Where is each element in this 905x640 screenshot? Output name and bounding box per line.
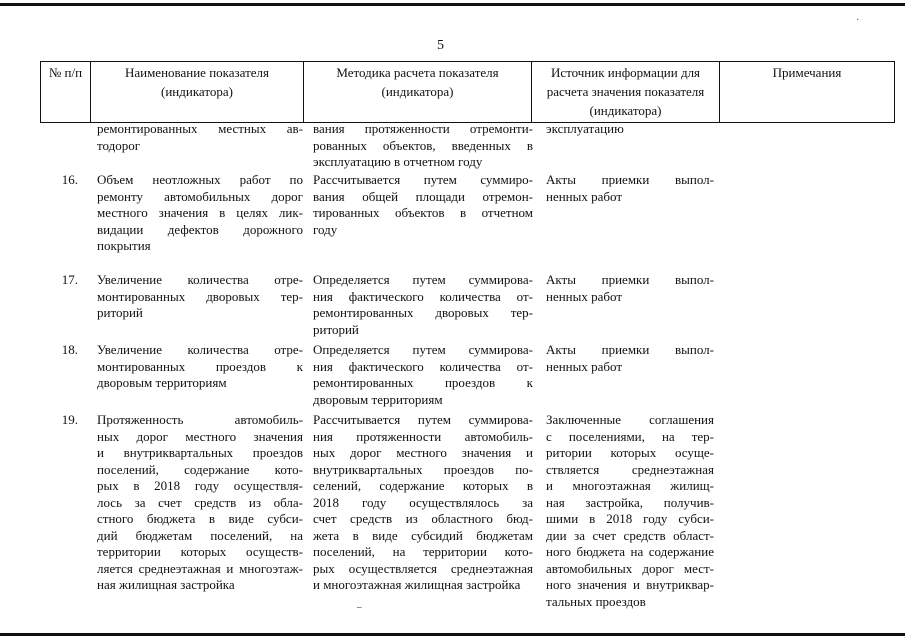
cell-method-line: внутриквартальных проездов по-	[313, 461, 533, 477]
corner-mark: ·	[856, 15, 860, 26]
row-number: 17.	[61, 272, 78, 287]
cell-source-line: ная застройка, получив-	[546, 494, 714, 510]
cell-method-line: жета в виде субсидий бюджетам	[313, 527, 533, 543]
cell-name-line: дий бюджетам поселений, на	[97, 527, 303, 543]
cell-name-line: стного бюджета в виде субси-	[97, 511, 303, 526]
cell-source-line: ного значения и внутриквар-	[546, 577, 714, 592]
page-number: 5	[437, 38, 444, 53]
cell-name-line: и внутриквартальных проездов	[97, 445, 303, 460]
cell-name-line: ных дорог местного значения	[97, 428, 303, 444]
cell-method-line: ния протяженности автомобиль-	[313, 428, 533, 444]
cell-method-line: эксплуатацию в отчетном году	[313, 154, 483, 169]
cell-name-line: дворовым территориям	[97, 375, 227, 390]
cell-source-line: автомобильных дорог мест-	[546, 560, 714, 576]
cell-method-line: тированных объектов в отчетном	[313, 205, 533, 220]
cell-name-line: видации дефектов дорожного	[97, 221, 303, 237]
cell-source-line: ритории которых осуще-	[546, 445, 714, 460]
cell-name-line: Объем неотложных работ по	[97, 172, 303, 187]
cell-name-line: территории которых осуществ-	[97, 544, 303, 559]
cell-method-line: ния фактического количества от-	[313, 358, 533, 374]
cell-name-line: Увеличение количества отре-	[97, 272, 303, 287]
cell-name-line: риторий	[97, 305, 143, 320]
cell-source-line: тальных проездов	[546, 593, 646, 609]
cell-method-line: Определяется путем суммирова-	[313, 342, 533, 357]
footer-mark: –	[357, 602, 362, 612]
cell-name-line: ляется среднеэтажная и многоэтаж-	[97, 560, 303, 576]
cell-name-line: поселений, содержание кото-	[97, 461, 303, 477]
header-source: Источник информации для расчета значения показателя (индикатора)	[532, 62, 720, 123]
cell-source-line: Заключенные соглашения	[546, 412, 714, 427]
cell-name-line: местного значения в целях лик-	[97, 205, 303, 220]
cell-method-line: селений, содержание которых в	[313, 478, 533, 493]
cell-source-line: ненных работ	[546, 188, 623, 204]
top-border-line	[0, 3, 905, 6]
cell-method-line: ния фактического количества от-	[313, 288, 533, 304]
cell-method-line: поселений, на территории кото-	[313, 544, 533, 559]
cell-source-line: с поселениями, на тер-	[546, 428, 714, 444]
cell-source-line: ненных работ	[546, 288, 623, 304]
cell-name-line: ремонтированных местных ав-	[97, 121, 303, 136]
cell-name-line: монтированных проездов к	[97, 358, 303, 374]
row-number: 16.	[61, 172, 78, 187]
cell-source-line: и многоэтажная жилищ-	[546, 478, 714, 493]
bottom-border-line	[0, 633, 905, 636]
cell-method-line: счет средств из областного бюд-	[313, 511, 533, 526]
cell-method-line: вания протяженности отремонти-	[313, 121, 533, 136]
cell-method-line: рых осуществляется среднеэтажная	[313, 560, 533, 576]
cell-source-line: Акты приемки выпол-	[546, 272, 714, 287]
cell-name-line: рых в 2018 году осуществля-	[97, 478, 303, 493]
cell-name-line: монтированных дворовых тер-	[97, 288, 303, 304]
cell-method-line: ремонтированных проездов к	[313, 375, 533, 390]
row-number: 18.	[61, 342, 78, 357]
cell-name-line: лось за счет средств из обла-	[97, 494, 303, 510]
cell-method-line: риторий	[313, 321, 359, 337]
cell-method-line: рованных объектов, введенных в	[313, 137, 533, 153]
cell-name-line: ремонту автомобильных дорог	[97, 188, 303, 204]
cell-method-line: 2018 году осуществлялось за	[313, 494, 533, 510]
cell-source-line: дии за счет средств област-	[546, 527, 714, 543]
cell-method-line: году	[313, 221, 338, 237]
header-name: Наименование показателя (индикатора)	[91, 62, 304, 123]
table-header	[40, 61, 895, 123]
cell-name-line: Протяженность автомобиль-	[97, 412, 303, 427]
header-row	[41, 62, 895, 123]
cell-source-line: Акты приемки выпол-	[546, 342, 714, 357]
cell-method-line: вания общей площади отремон-	[313, 188, 533, 204]
cell-method-line: ных дорог местного значения и	[313, 445, 533, 460]
cell-name-line: ная жилищная застройка	[97, 577, 235, 592]
cell-source-line: шими в 2018 году субси-	[546, 511, 714, 526]
cell-source-line: ненных работ	[546, 358, 623, 374]
cell-name-line: Увеличение количества отре-	[97, 342, 303, 357]
cell-method-line: Определяется путем суммирова-	[313, 272, 533, 287]
cell-source-line: ного бюджета на содержание	[546, 544, 714, 559]
header-notes: Примечания	[720, 62, 895, 123]
cell-method-line: Рассчитывается путем суммирова-	[313, 412, 533, 427]
cell-source-line: эксплуатацию	[546, 121, 624, 136]
cell-source-line: ствляется среднеэтажная	[546, 461, 714, 477]
cell-method-line: дворовым территориям	[313, 391, 443, 407]
header-method: Методика расчета показателя (индикатора)	[304, 62, 532, 123]
cell-method-line: ремонтированных дворовых тер-	[313, 305, 533, 320]
cell-source-line: Акты приемки выпол-	[546, 172, 714, 187]
cell-method-line: и многоэтажная жилищная застройка	[313, 577, 521, 592]
cell-name-line: покрытия	[97, 238, 151, 253]
cell-method-line: Рассчитывается путем суммиро-	[313, 172, 533, 187]
cell-name-line: тодорог	[97, 137, 141, 153]
row-number: 19.	[61, 412, 78, 427]
header-num: № п/п	[41, 62, 91, 123]
